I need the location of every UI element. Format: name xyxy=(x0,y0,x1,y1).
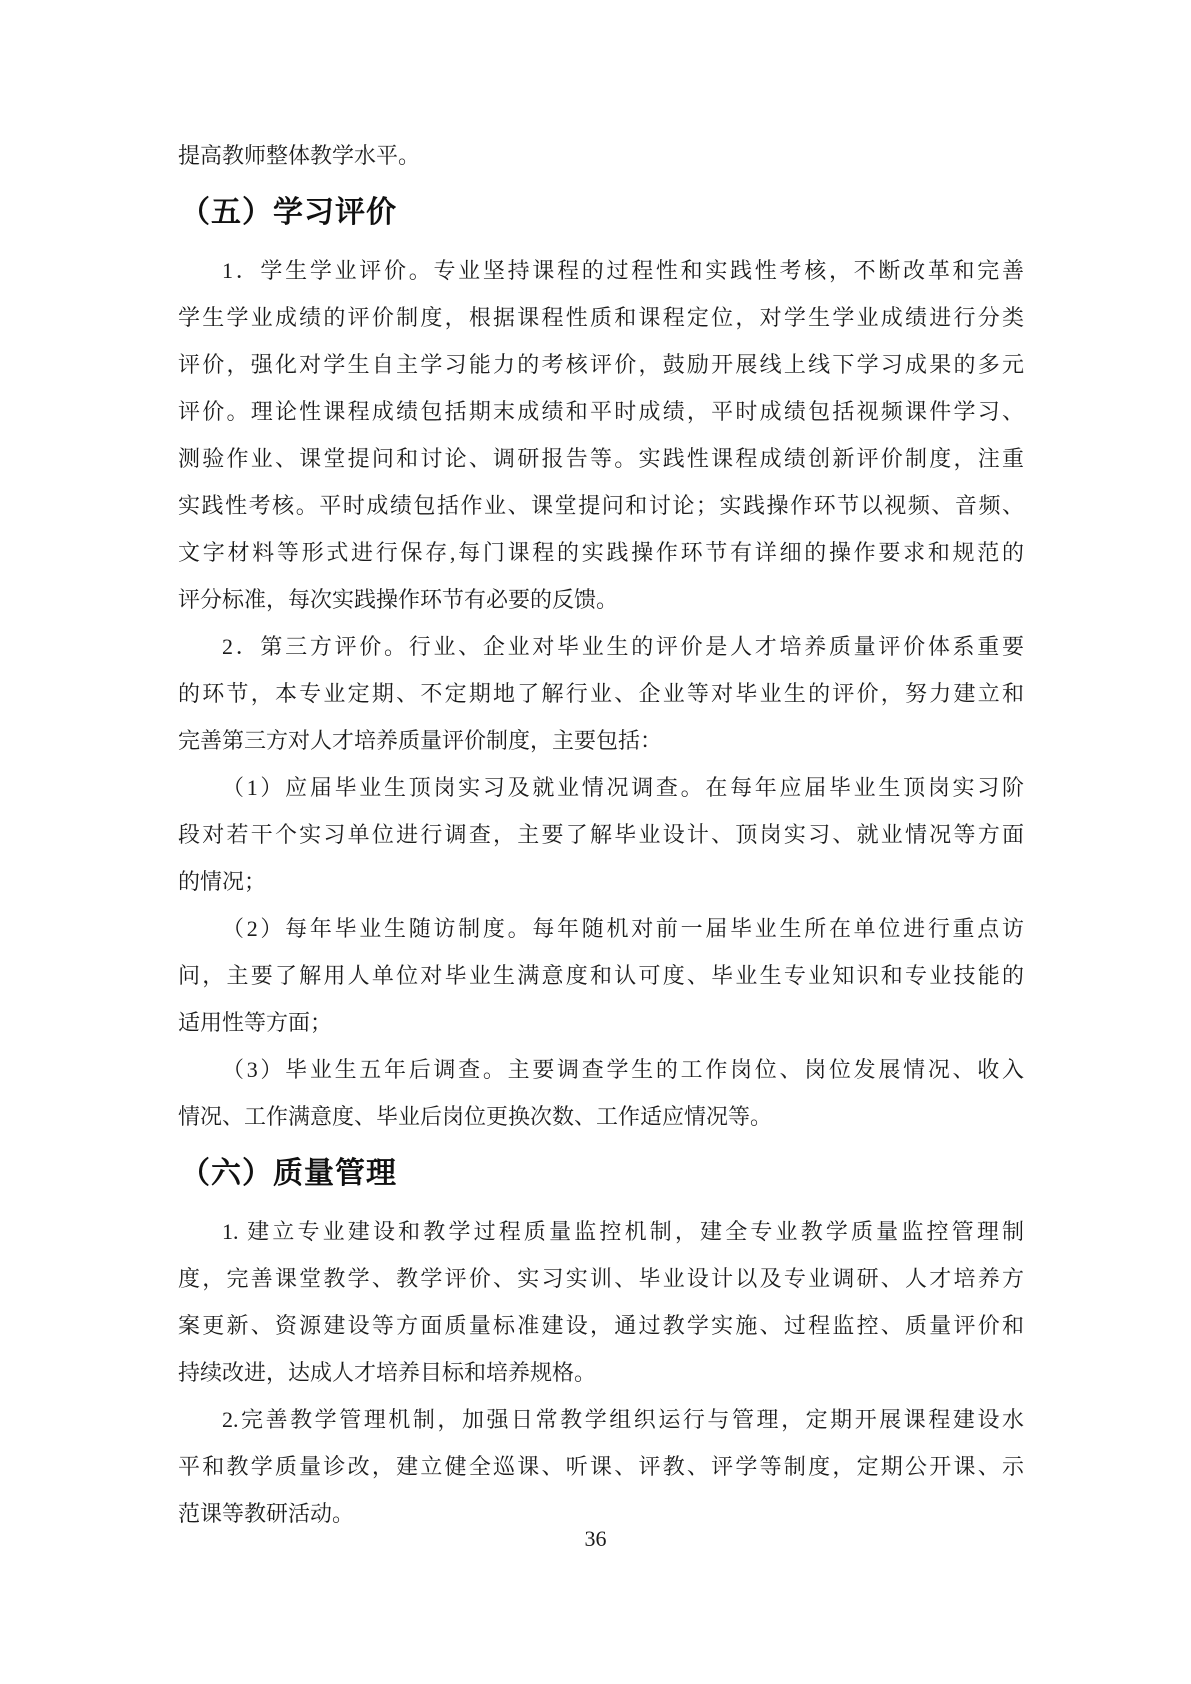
text-line: 测验作业、课堂提问和讨论、调研报告等。实践性课程成绩创新评价制度，注重 xyxy=(178,446,1024,471)
text-line: 的情况； xyxy=(178,869,267,894)
body-paragraph xyxy=(178,905,1024,1046)
body-paragraph xyxy=(178,1396,1024,1537)
text-line: 适用性等方面； xyxy=(178,1010,333,1035)
text-line: 文字材料等形式进行保存,每门课程的实践操作环节有详细的操作要求和规范的 xyxy=(178,540,1024,565)
text-line: 评价，强化对学生自主学习能力的考核评价，鼓励开展线上线下学习成果的多元 xyxy=(178,352,1024,377)
body-paragraph xyxy=(178,623,1024,764)
section-heading: （五）学习评价 xyxy=(180,196,397,229)
text-line: 完善第三方对人才培养质量评价制度，主要包括： xyxy=(178,728,663,753)
text-line: 1．学生学业评价。专业坚持课程的过程性和实践性考核，不断改革和完善 xyxy=(222,258,1024,283)
page-number: 36 xyxy=(584,1526,607,1551)
text-line: 段对若干个实习单位进行调查，主要了解毕业设计、顶岗实习、就业情况等方面 xyxy=(178,822,1024,847)
page-footer xyxy=(0,1526,1191,1552)
body-paragraph xyxy=(178,1208,1024,1396)
body-paragraph xyxy=(178,132,1024,179)
text-line: 实践性考核。平时成绩包括作业、课堂提问和讨论；实践操作环节以视频、音频、 xyxy=(178,493,1024,518)
body-paragraph xyxy=(178,764,1024,905)
text-line: 2．第三方评价。行业、企业对毕业生的评价是人才培养质量评价体系重要 xyxy=(222,634,1024,659)
page-content xyxy=(178,132,1024,1537)
text-line: 问，主要了解用人单位对毕业生满意度和认可度、毕业生专业知识和专业技能的 xyxy=(178,963,1024,988)
text-line: 提高教师整体教学水平。 xyxy=(178,143,421,168)
text-line: 情况、工作满意度、毕业后岗位更换次数、工作适应情况等。 xyxy=(178,1104,773,1129)
text-line: 度，完善课堂教学、教学评价、实习实训、毕业设计以及专业调研、人才培养方 xyxy=(178,1266,1024,1291)
section-heading: （六）质量管理 xyxy=(180,1157,397,1190)
text-line: 持续改进，达成人才培养目标和培养规格。 xyxy=(178,1360,597,1385)
text-line: （1）应届毕业生顶岗实习及就业情况调查。在每年应届毕业生顶岗实习阶 xyxy=(222,775,1024,800)
text-line: 的环节，本专业定期、不定期地了解行业、企业等对毕业生的评价，努力建立和 xyxy=(178,681,1024,706)
text-line: 1. 建立专业建设和教学过程质量监控机制，建全专业教学质量监控管理制 xyxy=(222,1219,1024,1244)
text-line: （2）每年毕业生随访制度。每年随机对前一届毕业生所在单位进行重点访 xyxy=(222,916,1024,941)
text-line: 案更新、资源建设等方面质量标准建设，通过教学实施、过程监控、质量评价和 xyxy=(178,1313,1024,1338)
text-line: 评分标准，每次实践操作环节有必要的反馈。 xyxy=(178,587,619,612)
text-line: 评价。理论性课程成绩包括期末成绩和平时成绩，平时成绩包括视频课件学习、 xyxy=(178,399,1024,424)
text-line: 范课等教研活动。 xyxy=(178,1501,355,1526)
text-line: 平和教学质量诊改，建立健全巡课、听课、评教、评学等制度，定期公开课、示 xyxy=(178,1454,1024,1479)
text-line: （3）毕业生五年后调查。主要调查学生的工作岗位、岗位发展情况、收入 xyxy=(222,1057,1024,1082)
text-line: 2.完善教学管理机制，加强日常教学组织运行与管理，定期开展课程建设水 xyxy=(222,1407,1024,1432)
body-paragraph xyxy=(178,1046,1024,1140)
text-line: 学生学业成绩的评价制度，根据课程性质和课程定位，对学生学业成绩进行分类 xyxy=(178,305,1024,330)
body-paragraph xyxy=(178,247,1024,623)
